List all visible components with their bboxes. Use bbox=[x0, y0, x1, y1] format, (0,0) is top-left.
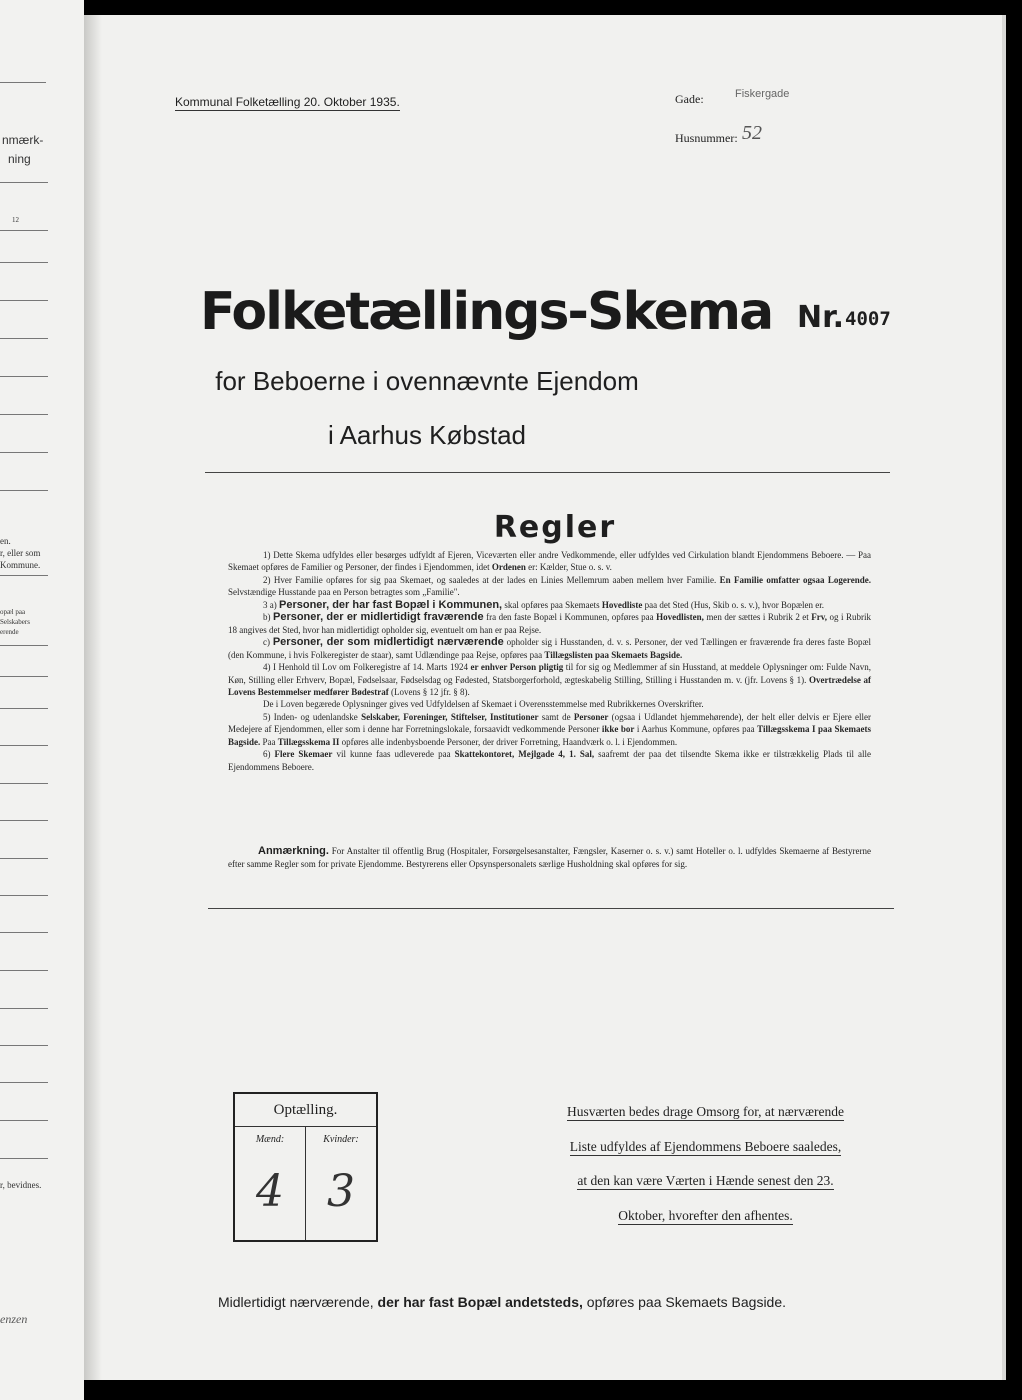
rule-5: 5) Inden- og udenlandske Selskaber, Foreninger, Stiftelser, Institutioner samt de Personer (ogsaa i Udlandet hjemmehørende), der helt eller delvis er Ejere eller Medejere af Ejendommen, eller som i denne har Forretningslokale, forsaavidt vedkommende Personer ikke bor i Aarhus Kommune, opføres paa Tillægsskema I paa Skemaets Bagside. Paa Tillægsskema II opføres alle indenbysboende Personer, der driver Forretning, Haandværk o. l. i Ejendommen. bbox=[228, 711, 872, 747]
ruled-line bbox=[0, 82, 46, 83]
ruled-line bbox=[0, 230, 48, 231]
ruled-line bbox=[0, 708, 48, 709]
men-count: 4 bbox=[256, 1166, 284, 1217]
street-label: Gade: bbox=[675, 92, 704, 106]
house-number-value: 52 bbox=[742, 122, 762, 144]
prev-fragment: r, eller som bbox=[0, 548, 41, 558]
rule-3a: 3 a) Personer, der har fast Bopæl i Kommunen, skal opføres paa Skemaets Hovedliste paa det Sted (Hus, Skib o. s. v.), hvor Bopælen er. bbox=[263, 598, 824, 611]
women-label: Kvinder: bbox=[323, 1134, 359, 1145]
ruled-line bbox=[0, 1082, 48, 1083]
rule-4: 4) I Henhold til Lov om Folkeregistre af 14. Marts 1924 er enhver Person pligtig til for sig og Medlemmer af sin Husstand, at meddele Oplysninger om: Fulde Navn, Køn, Stilling eller Erhverv, Bopæl, Fødselsaar, Fødselsdag og Fødested, Statsborgerforhold, ægteskabelig Stilling, Stilling i Husstanden m. v. (jfr. Lovens § 1). Overtrædelse af Lovens Bestemmelser medfører Bødestraf (Lovens § 12 jfr. § 8). bbox=[228, 662, 872, 697]
prev-col-number: 12 bbox=[12, 216, 19, 224]
ruled-line bbox=[0, 300, 48, 301]
census-header-title: Kommunal Folketælling 20. Oktober 1935. bbox=[175, 95, 400, 109]
prev-fragment: en. bbox=[0, 536, 11, 546]
notice-line: Husværten bedes drage Omsorg for, at nærværende bbox=[566, 1104, 845, 1119]
rules-text bbox=[228, 549, 871, 773]
ruled-line bbox=[0, 182, 48, 183]
ruled-line bbox=[0, 745, 48, 746]
ruled-line bbox=[0, 858, 48, 859]
street-value: Fiskergade bbox=[735, 88, 790, 100]
page-fold-shadow bbox=[84, 15, 102, 1380]
footer-note: Midlertidigt nærværende, der har fast Bopæl andetsteds, opføres paa Skemaets Bagside. bbox=[218, 1294, 787, 1310]
divider bbox=[208, 908, 894, 909]
ruled-line bbox=[0, 783, 48, 784]
ruled-line bbox=[0, 895, 48, 896]
form-number-label: Nr. bbox=[797, 300, 845, 335]
ruled-line bbox=[0, 1008, 48, 1009]
ruled-line bbox=[0, 338, 48, 339]
page-edge bbox=[1002, 15, 1006, 1380]
rule-3b: b) Personer, der er midlertidigt fraværende fra den faste Bopæl i Kommunen, opføres paa Hovedlisten, men der sættes i Rubrik 2 et Frv, og i Rubrik 18 angives det Sted, hvor han midlertidigt opholder sig, eventuelt om han er paa Rejse. bbox=[228, 611, 871, 635]
notice-line: at den kan være Værten i Hænde senest den 23. bbox=[577, 1173, 834, 1188]
rule-2: 2) Hver Familie opføres for sig paa Skemaet, og saaledes at der lades en Linies Mellemrum aaben mellem hver Familie. En Familie omfatter ogsaa Logerende. Selvstændige Husstande paa en Person betragtes som „Familie". bbox=[228, 574, 871, 598]
divider bbox=[205, 472, 890, 473]
ruled-line bbox=[0, 820, 48, 821]
prev-fragment: Kommune. bbox=[0, 560, 41, 570]
previous-page-strip bbox=[0, 0, 84, 1400]
prev-fragment: Selskabers bbox=[0, 618, 30, 626]
form-number-value: 4007 bbox=[845, 308, 891, 330]
ruled-line bbox=[0, 262, 48, 263]
notice-line: Oktober, hvorefter den afhentes. bbox=[618, 1207, 793, 1223]
ruled-line bbox=[0, 676, 48, 677]
prev-heading-2: ning bbox=[8, 152, 31, 166]
house-number-label: Husnummer: bbox=[675, 131, 738, 145]
ruled-line bbox=[0, 490, 48, 491]
form-title: Folketællings-Skema bbox=[200, 282, 773, 342]
count-box-title: Optælling. bbox=[235, 1094, 376, 1127]
ruled-line bbox=[0, 932, 48, 933]
remark-paragraph bbox=[228, 845, 871, 870]
rule-3c: c) Personer, der som midlertidigt nærværende opholder sig i Husstanden, d. v. s. Personer, der ved Tællingen er fraværende fra deres faste Bopæl (den Kommune, i hvis Folkeregister de staar), samt Udlændinge paa Rejse, opføres paa Tillægslisten paa Skemaets Bagside. bbox=[228, 636, 872, 660]
men-label: Mænd: bbox=[255, 1134, 285, 1145]
ruled-line bbox=[0, 414, 48, 415]
rule-6: 6) Flere Skemaer vil kunne faas udleverede paa Skattekontoret, Mejlgade 4, 1. Sal, saafremt der paa det tilsendte Skema ikke er tilstrækkelig Plads til alle Ejendommens Beboere. bbox=[228, 749, 872, 772]
prev-signature: enzen bbox=[0, 1312, 28, 1326]
form-subtitle-location: i Aarhus Købstad bbox=[328, 420, 526, 450]
prev-heading-1: nmærk- bbox=[2, 133, 44, 147]
ruled-line bbox=[0, 452, 48, 453]
form-subtitle: for Beboerne i ovennævnte Ejendom bbox=[215, 366, 639, 396]
ruled-line bbox=[0, 1158, 48, 1159]
landlord-notice bbox=[538, 1095, 873, 1233]
ruled-line bbox=[0, 1045, 48, 1046]
remark-label: Anmærkning. bbox=[258, 845, 329, 857]
prev-fragment: erende bbox=[0, 628, 19, 636]
notice-line: Liste udfyldes af Ejendommens Beboere saaledes, bbox=[569, 1138, 842, 1154]
ruled-line bbox=[0, 970, 48, 971]
remark-text: For Anstalter til offentlig Brug (Hospitaler, Forsørgelsesanstalter, Fængsler, Kaserner o. s. v.) samt Hoteller o. l. udfyldes Skemaerne af Bestyrerne efter samme Regler som for private Ejendomme. Bestyrerens eller Opsynspersonalets særlige Husholdning skal opføres for sig. bbox=[228, 846, 872, 869]
rule-4-note: De i Loven begærede Oplysninger gives ved Udfyldelsen af Skemaet i Overensstemmelse med Rubrikkernes Overskrifter. bbox=[263, 699, 704, 710]
ruled-line bbox=[0, 575, 48, 576]
count-box bbox=[233, 1092, 378, 1242]
rules-heading: Regler bbox=[493, 510, 617, 545]
rule-1: 1) Dette Skema udfyldes eller besørges udfyldt af Ejeren, Viceværten eller andre Vedkommende, eller udfyldes ved Cirkulation blandt Ejendommens Beboere. — Paa Skemaet opføres de Familier og Personer, der findes i Ejendommen, idet Ordenen er: Kælder, Stue o. s. v. bbox=[228, 550, 871, 573]
women-count: 3 bbox=[327, 1166, 355, 1217]
ruled-line bbox=[0, 645, 48, 646]
prev-fragment: r, bevidnes. bbox=[0, 1180, 42, 1190]
ruled-line bbox=[0, 1120, 48, 1121]
prev-fragment: opæl paa bbox=[0, 608, 26, 616]
